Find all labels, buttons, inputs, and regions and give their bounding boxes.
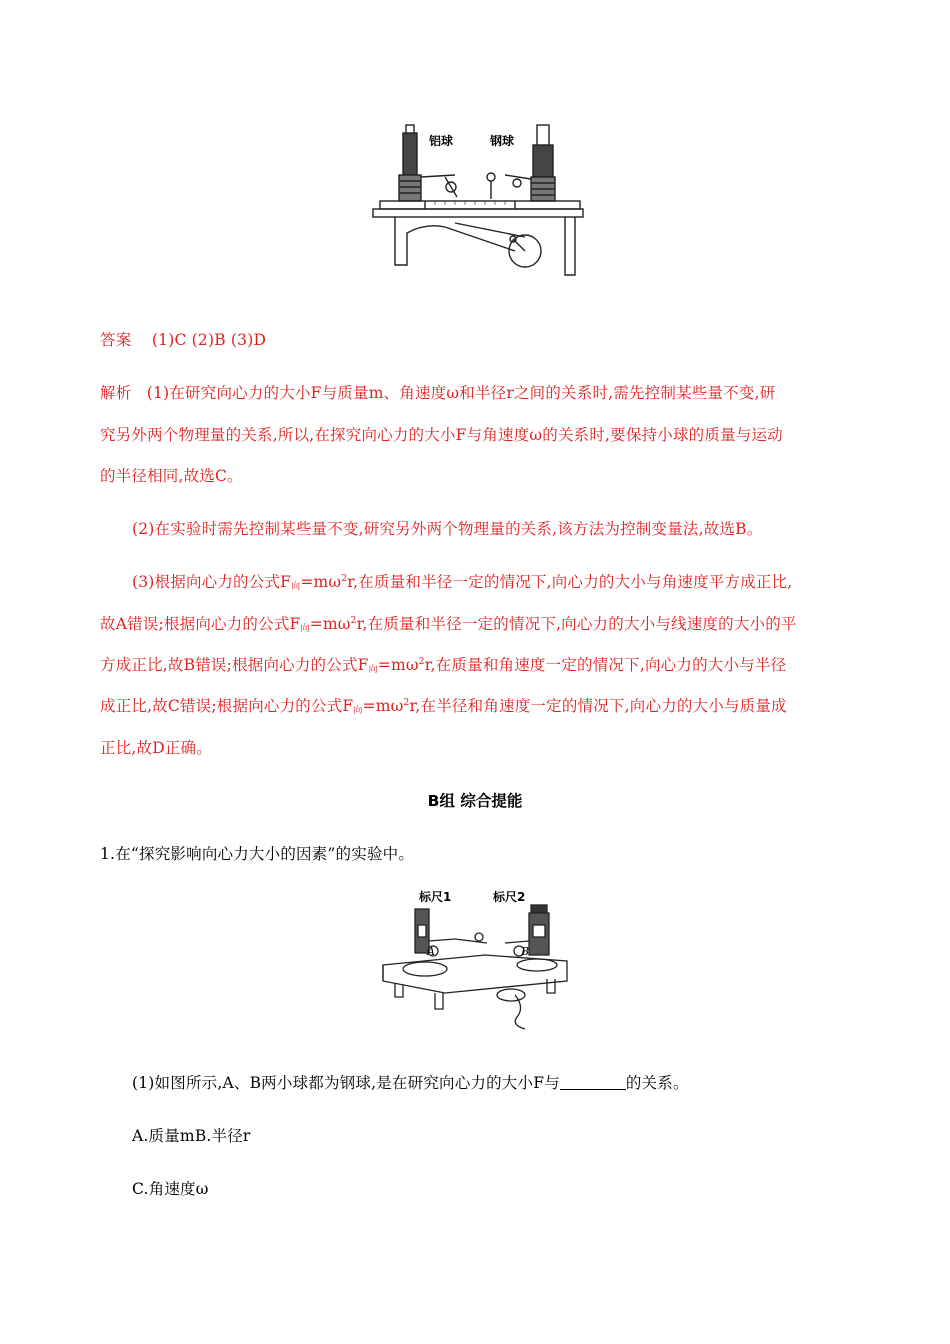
analysis-p3-l2-rest: ,在质量和半径一定的情况下,向心力的大小与线速度的大小的平: [362, 615, 797, 633]
formula-sub: 向: [353, 706, 363, 716]
formula-sup: 2: [403, 698, 410, 708]
formula-mid: =mω: [362, 697, 404, 715]
analysis-p3-line5: 正比,故D正确。: [100, 739, 212, 757]
formula-f: F: [289, 615, 301, 633]
formula-mid: =mω: [300, 573, 342, 591]
formula-sup: 2: [350, 616, 357, 626]
section-b-title: B组 综合提能: [427, 792, 523, 810]
analysis-p3-l1-rest: ,在质量和半径一定的情况下,向心力的大小与角速度平方成正比,: [353, 573, 793, 591]
analysis-p3-line2: [100, 612, 797, 634]
apparatus-drawing-2: [375, 885, 575, 1035]
analysis-p3-l4-rest: ,在半径和角速度一定的情况下,向心力的大小与质量成: [415, 697, 787, 715]
formula-sup: 2: [418, 657, 425, 667]
analysis-p3-line4: [100, 694, 787, 716]
analysis-p3-line3: [100, 653, 786, 675]
analysis-p1-line1: [100, 381, 775, 403]
question1-stem: 1.在“探究影响向心力大小的因素”的实验中。: [100, 845, 415, 863]
analysis-p3-l3-rest: ,在质量和角速度一定的情况下,向心力的大小与半径: [430, 656, 787, 674]
formula-end: r: [347, 573, 354, 591]
analysis-p3-l1-text: (3)根据向心力的公式: [132, 573, 281, 591]
formula-sub: 向: [368, 665, 378, 675]
answer-items: (1)C (2)B (3)D: [151, 331, 267, 349]
apparatus-drawing-1: [365, 115, 595, 280]
formula-f: F: [280, 573, 292, 591]
option-a-b: A.质量mB.半径r: [132, 1127, 251, 1145]
apparatus-figure-2: [375, 885, 575, 1035]
formula: [290, 615, 363, 633]
analysis-p3-l2-text: 故A错误;根据向心力的公式: [100, 615, 290, 633]
figure2-ball-a: A: [427, 945, 435, 958]
answer-label: 答案: [100, 331, 132, 349]
question1-sub1-text: (1)如图所示,A、B两小球都为钢球,是在研究向心力的大小F与: [132, 1074, 560, 1092]
analysis-p3-line1: [132, 570, 792, 592]
figure2-label-scale2: 标尺2: [493, 890, 526, 904]
formula: [342, 697, 415, 715]
formula-mid: =mω: [309, 615, 351, 633]
analysis-p3-l3-text: 方成正比,故B错误;根据向心力的公式: [100, 656, 358, 674]
analysis-p1-line2: 究另外两个物理量的关系,所以,在探究向心力的大小F与角速度ω的关系时,要保持小球的质量与运动: [100, 426, 783, 444]
formula-f: F: [342, 697, 354, 715]
analysis-p3-l4-text: 成正比,故C错误;根据向心力的公式: [100, 697, 343, 715]
formula-end: r: [356, 615, 363, 633]
figure2-ball-b: B: [521, 945, 530, 958]
formula-f: F: [357, 656, 369, 674]
analysis-p2: (2)在实验时需先控制某些量不变,研究另外两个物理量的关系,该方法为控制变量法,故选B。: [132, 520, 763, 538]
question1-sub1-rest: 的关系。: [625, 1074, 689, 1092]
analysis-p1-line3: 的半径相同,故选C。: [100, 467, 243, 485]
apparatus-figure-1: [365, 115, 595, 280]
answer-line: [100, 328, 266, 350]
formula-mid: =mω: [377, 656, 419, 674]
figure1-label-steel: 钢球: [490, 134, 515, 148]
formula-sub: 向: [291, 582, 301, 592]
figure2-label-scale1: 标尺1: [419, 890, 452, 904]
formula-end: r: [409, 697, 416, 715]
answer-blank[interactable]: [560, 1075, 626, 1090]
formula-sub: 向: [300, 624, 310, 634]
formula: [280, 573, 353, 591]
analysis-label: 解析: [100, 384, 132, 402]
formula-end: r: [424, 656, 431, 674]
figure1-label-aluminum: 铝球: [429, 134, 454, 148]
analysis-p1-text-1: (1)在研究向心力的大小F与质量m、角速度ω和半径r之间的关系时,需先控制某些量不变,研: [146, 384, 776, 402]
formula: [358, 656, 431, 674]
question1-sub1: [132, 1071, 689, 1093]
formula-sup: 2: [341, 574, 348, 584]
option-c: C.角速度ω: [132, 1180, 209, 1198]
